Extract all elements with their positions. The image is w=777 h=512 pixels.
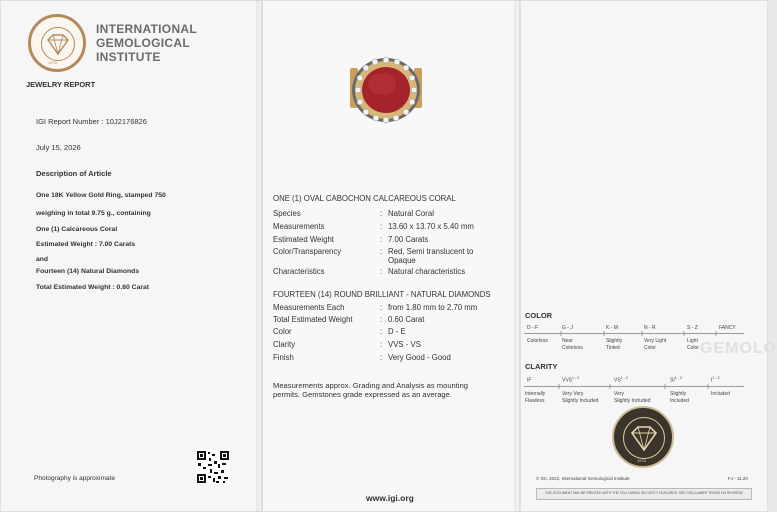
row-label: Measurements (273, 222, 325, 231)
article-line: Estimated Weight : 7.00 Carats (36, 241, 136, 248)
clarity-grade: SI$^{1 - 2}$ (670, 376, 682, 384)
color-grade: FANCY (719, 325, 736, 331)
row-label: Color (273, 327, 292, 336)
row-label: Total Estimated Weight (273, 315, 353, 324)
photo-note: Photography is approximate (34, 475, 115, 482)
color-desc: Colorless (527, 338, 548, 344)
igi-seal-logo (28, 14, 86, 72)
color-desc: Light (687, 338, 698, 344)
report-type: JEWELRY REPORT (26, 80, 96, 89)
report-date: July 15, 2026 (36, 143, 81, 152)
report-number: IGI Report Number : 10J2176826 (36, 117, 147, 126)
row-value: from 1.80 mm to 2.70 mm (388, 303, 478, 312)
row-label: Finish (273, 353, 294, 362)
color-grade: G - J (562, 325, 573, 331)
row-label: Characteristics (273, 267, 325, 276)
color-desc: Color (687, 345, 699, 351)
website-link[interactable]: www.igi.org (366, 493, 414, 503)
color-scale-heading: COLOR (525, 311, 553, 320)
article-line: One (1) Calcareous Coral (36, 226, 118, 233)
row-label: Estimated Weight (273, 235, 334, 244)
clarity-desc: Very Very (562, 391, 584, 397)
measurement-note: Measurements approx. Grading and Analysis as mounting (273, 381, 469, 390)
color-desc: Colorless (562, 345, 583, 351)
row-value: Very Good - Good (388, 353, 451, 362)
color-desc: Very Light (644, 338, 667, 344)
diamond-heading: FOURTEEN (14) ROUND BRILLIANT - NATURAL DIAMONDS (273, 290, 491, 299)
security-disclaimer: THE DOCUMENT MAY BE PRINTED WITH THE FOLLOWING SECURITY FEATURES. SEE DISCLAIMER TERMS ON REVERSE (536, 488, 752, 500)
clarity-desc: Slightly Included (614, 398, 651, 404)
clarity-desc: Internally (525, 391, 546, 397)
row-value-continued: Opaque (388, 256, 416, 265)
report-front-panel (0, 0, 262, 512)
color-desc: Slightly (606, 338, 623, 344)
row-value: 13.60 x 13.70 x 5.40 mm (388, 222, 474, 231)
row-value: Red, Semi translucent to (388, 247, 474, 256)
qr-code (196, 450, 230, 484)
article-line: weighing in total 9.75 g., containing (36, 210, 151, 217)
clarity-grade: IF (527, 377, 532, 384)
seal-year: 1975 (637, 458, 646, 463)
row-value: Natural characteristics (388, 267, 466, 276)
color-grade: S - Z (687, 325, 698, 331)
clarity-desc: Slightly Included (562, 398, 599, 404)
clarity-desc: Flawless (525, 398, 545, 404)
clarity-desc: Slightly (670, 391, 687, 397)
seal-year: 1975 (48, 60, 57, 65)
diamond-icon (42, 28, 74, 60)
row-value: 0.60 Carat (388, 315, 425, 324)
article-line: and (36, 256, 49, 263)
color-desc: Near (562, 338, 573, 344)
article-line: Total Estimated Weight : 0.60 Carat (36, 284, 150, 291)
ring-photo (346, 54, 426, 126)
row-label: Clarity (273, 340, 296, 349)
clarity-grade: VVS$^{1 - 2}$ (562, 376, 580, 384)
color-grade: D - F (527, 325, 539, 331)
color-grade: N - R (644, 325, 656, 331)
diamond-icon (624, 418, 664, 458)
igi-seal-emblem (612, 406, 674, 468)
measurement-note: permits. Gemstones grade expressed as an average. (273, 390, 452, 399)
row-value: VVS - VS (388, 340, 421, 349)
row-label: Measurements Each (273, 303, 345, 312)
color-desc: Color (644, 345, 656, 351)
watermark: GEMOLO (700, 340, 777, 357)
clarity-scale-heading: CLARITY (525, 362, 558, 371)
row-label: Species (273, 209, 301, 218)
coral-heading: ONE (1) OVAL CABOCHON CALCAREOUS CORAL (273, 194, 456, 203)
color-grade: K - M (606, 325, 618, 331)
brand-name: INTERNATIONAL GEMOLOGICAL INSTITUTE (96, 22, 198, 64)
copyright: © IGI, 2022, International Gemological Institute (536, 476, 630, 481)
article-line: One 18K Yellow Gold Ring, stamped 750 (36, 192, 166, 199)
clarity-grade: VS$^{1 - 2}$ (614, 376, 628, 384)
clarity-grade: $I^{1 - 3}$ (711, 376, 720, 384)
article-line: Fourteen (14) Natural Diamonds (36, 268, 140, 275)
clarity-desc: Included (711, 391, 730, 397)
row-value: Natural Coral (388, 209, 434, 218)
description-heading: Description of Article (36, 169, 112, 178)
row-label: Color/Transparency (273, 247, 342, 256)
row-value: D - E (388, 327, 406, 336)
row-value: 7.00 Carats (388, 235, 429, 244)
color-desc: Tinted (606, 345, 620, 351)
clarity-desc: Included (670, 398, 689, 404)
clarity-desc: Very (614, 391, 625, 397)
form-code: FJ - 11.20 (728, 476, 748, 481)
